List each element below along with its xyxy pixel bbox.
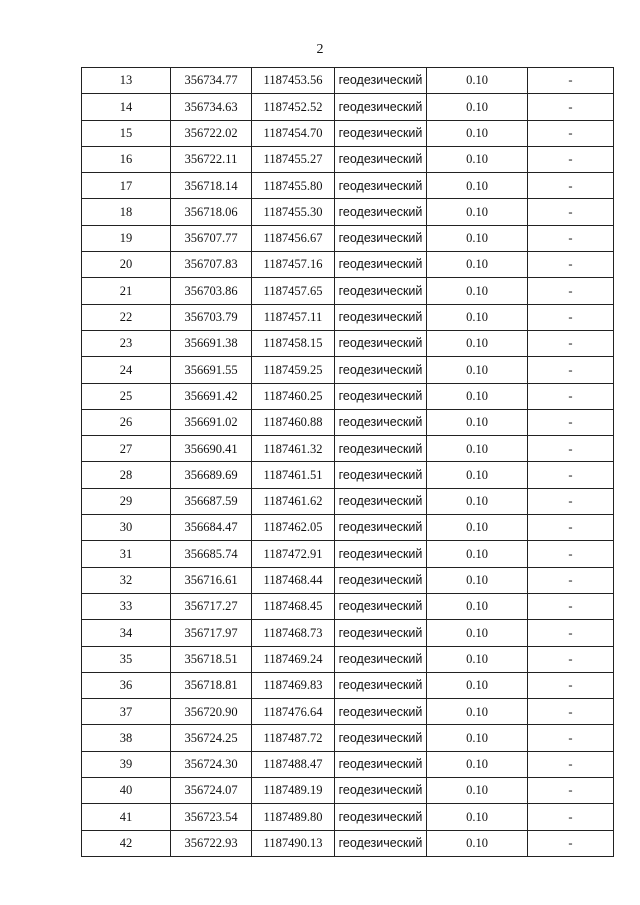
precision-cell: 0.10	[427, 383, 528, 409]
point-number-cell: 33	[82, 593, 171, 619]
y-coordinate-cell: 1187461.62	[252, 488, 335, 514]
y-coordinate-cell: 1187455.30	[252, 199, 335, 225]
point-number-cell: 14	[82, 94, 171, 120]
y-coordinate-cell: 1187460.88	[252, 409, 335, 435]
y-coordinate-cell: 1187468.73	[252, 620, 335, 646]
y-coordinate-cell: 1187457.11	[252, 304, 335, 330]
point-number-cell: 34	[82, 620, 171, 646]
point-number-cell: 20	[82, 252, 171, 278]
y-coordinate-cell: 1187455.27	[252, 146, 335, 172]
note-cell: -	[528, 541, 614, 567]
x-coordinate-cell: 356734.63	[171, 94, 252, 120]
point-number-cell: 27	[82, 436, 171, 462]
precision-cell: 0.10	[427, 173, 528, 199]
table-row	[82, 593, 614, 619]
y-coordinate-cell: 1187456.67	[252, 225, 335, 251]
table-row	[82, 68, 614, 94]
method-cell: геодезический	[335, 515, 427, 541]
point-number-cell: 17	[82, 173, 171, 199]
precision-cell: 0.10	[427, 699, 528, 725]
precision-cell: 0.10	[427, 778, 528, 804]
point-number-cell: 39	[82, 751, 171, 777]
method-cell: геодезический	[335, 199, 427, 225]
note-cell: -	[528, 357, 614, 383]
page-number: 2	[316, 42, 324, 57]
precision-cell: 0.10	[427, 357, 528, 383]
y-coordinate-cell: 1187490.13	[252, 830, 335, 856]
x-coordinate-cell: 356718.81	[171, 672, 252, 698]
note-cell: -	[528, 436, 614, 462]
x-coordinate-cell: 356724.25	[171, 725, 252, 751]
method-cell: геодезический	[335, 68, 427, 94]
table-row	[82, 830, 614, 856]
y-coordinate-cell: 1187468.45	[252, 593, 335, 619]
x-coordinate-cell: 356722.11	[171, 146, 252, 172]
x-coordinate-cell: 356685.74	[171, 541, 252, 567]
point-number-cell: 38	[82, 725, 171, 751]
y-coordinate-cell: 1187462.05	[252, 515, 335, 541]
point-number-cell: 32	[82, 567, 171, 593]
y-coordinate-cell: 1187460.25	[252, 383, 335, 409]
note-cell: -	[528, 68, 614, 94]
method-cell: геодезический	[335, 646, 427, 672]
table-row	[82, 804, 614, 830]
y-coordinate-cell: 1187453.56	[252, 68, 335, 94]
precision-cell: 0.10	[427, 462, 528, 488]
y-coordinate-cell: 1187461.32	[252, 436, 335, 462]
y-coordinate-cell: 1187472.91	[252, 541, 335, 567]
y-coordinate-cell: 1187489.19	[252, 778, 335, 804]
method-cell: геодезический	[335, 94, 427, 120]
method-cell: геодезический	[335, 778, 427, 804]
table-row	[82, 173, 614, 199]
point-number-cell: 28	[82, 462, 171, 488]
note-cell: -	[528, 330, 614, 356]
y-coordinate-cell: 1187476.64	[252, 699, 335, 725]
coordinates-table	[81, 67, 614, 857]
x-coordinate-cell: 356703.86	[171, 278, 252, 304]
precision-cell: 0.10	[427, 68, 528, 94]
point-number-cell: 24	[82, 357, 171, 383]
precision-cell: 0.10	[427, 304, 528, 330]
note-cell: -	[528, 120, 614, 146]
point-number-cell: 16	[82, 146, 171, 172]
method-cell: геодезический	[335, 436, 427, 462]
table-row	[82, 515, 614, 541]
point-number-cell: 36	[82, 672, 171, 698]
x-coordinate-cell: 356718.14	[171, 173, 252, 199]
table-row	[82, 330, 614, 356]
precision-cell: 0.10	[427, 252, 528, 278]
table-row	[82, 383, 614, 409]
x-coordinate-cell: 356703.79	[171, 304, 252, 330]
precision-cell: 0.10	[427, 409, 528, 435]
method-cell: геодезический	[335, 173, 427, 199]
y-coordinate-cell: 1187489.80	[252, 804, 335, 830]
note-cell: -	[528, 593, 614, 619]
table-row	[82, 252, 614, 278]
table-row	[82, 462, 614, 488]
table-row	[82, 146, 614, 172]
note-cell: -	[528, 620, 614, 646]
note-cell: -	[528, 409, 614, 435]
table-row	[82, 278, 614, 304]
precision-cell: 0.10	[427, 120, 528, 146]
x-coordinate-cell: 356691.42	[171, 383, 252, 409]
point-number-cell: 15	[82, 120, 171, 146]
point-number-cell: 42	[82, 830, 171, 856]
table-row	[82, 699, 614, 725]
point-number-cell: 35	[82, 646, 171, 672]
point-number-cell: 23	[82, 330, 171, 356]
note-cell: -	[528, 252, 614, 278]
precision-cell: 0.10	[427, 199, 528, 225]
x-coordinate-cell: 356690.41	[171, 436, 252, 462]
note-cell: -	[528, 646, 614, 672]
point-number-cell: 18	[82, 199, 171, 225]
method-cell: геодезический	[335, 804, 427, 830]
y-coordinate-cell: 1187457.16	[252, 252, 335, 278]
x-coordinate-cell: 356684.47	[171, 515, 252, 541]
precision-cell: 0.10	[427, 751, 528, 777]
note-cell: -	[528, 225, 614, 251]
point-number-cell: 37	[82, 699, 171, 725]
method-cell: геодезический	[335, 830, 427, 856]
method-cell: геодезический	[335, 409, 427, 435]
note-cell: -	[528, 672, 614, 698]
precision-cell: 0.10	[427, 567, 528, 593]
method-cell: геодезический	[335, 751, 427, 777]
method-cell: геодезический	[335, 330, 427, 356]
table-row	[82, 436, 614, 462]
y-coordinate-cell: 1187457.65	[252, 278, 335, 304]
method-cell: геодезический	[335, 593, 427, 619]
note-cell: -	[528, 515, 614, 541]
point-number-cell: 22	[82, 304, 171, 330]
x-coordinate-cell: 356689.69	[171, 462, 252, 488]
table-row	[82, 725, 614, 751]
x-coordinate-cell: 356718.06	[171, 199, 252, 225]
precision-cell: 0.10	[427, 436, 528, 462]
y-coordinate-cell: 1187469.83	[252, 672, 335, 698]
table-row	[82, 199, 614, 225]
table-row	[82, 541, 614, 567]
point-number-cell: 29	[82, 488, 171, 514]
precision-cell: 0.10	[427, 94, 528, 120]
precision-cell: 0.10	[427, 330, 528, 356]
x-coordinate-cell: 356716.61	[171, 567, 252, 593]
table-row	[82, 304, 614, 330]
table-row	[82, 357, 614, 383]
method-cell: геодезический	[335, 146, 427, 172]
x-coordinate-cell: 356691.55	[171, 357, 252, 383]
method-cell: геодезический	[335, 120, 427, 146]
table-row	[82, 567, 614, 593]
y-coordinate-cell: 1187459.25	[252, 357, 335, 383]
table-row	[82, 751, 614, 777]
y-coordinate-cell: 1187458.15	[252, 330, 335, 356]
note-cell: -	[528, 804, 614, 830]
point-number-cell: 21	[82, 278, 171, 304]
x-coordinate-cell: 356691.02	[171, 409, 252, 435]
table-row	[82, 120, 614, 146]
y-coordinate-cell: 1187469.24	[252, 646, 335, 672]
method-cell: геодезический	[335, 278, 427, 304]
y-coordinate-cell: 1187461.51	[252, 462, 335, 488]
y-coordinate-cell: 1187454.70	[252, 120, 335, 146]
method-cell: геодезический	[335, 462, 427, 488]
method-cell: геодезический	[335, 567, 427, 593]
note-cell: -	[528, 278, 614, 304]
precision-cell: 0.10	[427, 515, 528, 541]
note-cell: -	[528, 94, 614, 120]
method-cell: геодезический	[335, 672, 427, 698]
precision-cell: 0.10	[427, 672, 528, 698]
point-number-cell: 30	[82, 515, 171, 541]
y-coordinate-cell: 1187455.80	[252, 173, 335, 199]
point-number-cell: 25	[82, 383, 171, 409]
x-coordinate-cell: 356723.54	[171, 804, 252, 830]
precision-cell: 0.10	[427, 278, 528, 304]
method-cell: геодезический	[335, 383, 427, 409]
x-coordinate-cell: 356687.59	[171, 488, 252, 514]
note-cell: -	[528, 383, 614, 409]
method-cell: геодезический	[335, 488, 427, 514]
precision-cell: 0.10	[427, 541, 528, 567]
note-cell: -	[528, 725, 614, 751]
precision-cell: 0.10	[427, 225, 528, 251]
x-coordinate-cell: 356691.38	[171, 330, 252, 356]
note-cell: -	[528, 830, 614, 856]
precision-cell: 0.10	[427, 488, 528, 514]
x-coordinate-cell: 356707.83	[171, 252, 252, 278]
table-row	[82, 778, 614, 804]
point-number-cell: 19	[82, 225, 171, 251]
point-number-cell: 31	[82, 541, 171, 567]
method-cell: геодезический	[335, 304, 427, 330]
precision-cell: 0.10	[427, 146, 528, 172]
method-cell: геодезический	[335, 252, 427, 278]
method-cell: геодезический	[335, 699, 427, 725]
y-coordinate-cell: 1187452.52	[252, 94, 335, 120]
point-number-cell: 26	[82, 409, 171, 435]
x-coordinate-cell: 356717.27	[171, 593, 252, 619]
x-coordinate-cell: 356707.77	[171, 225, 252, 251]
method-cell: геодезический	[335, 541, 427, 567]
precision-cell: 0.10	[427, 830, 528, 856]
y-coordinate-cell: 1187468.44	[252, 567, 335, 593]
method-cell: геодезический	[335, 357, 427, 383]
x-coordinate-cell: 356734.77	[171, 68, 252, 94]
note-cell: -	[528, 699, 614, 725]
coordinates-table-body	[82, 68, 614, 857]
table-row	[82, 672, 614, 698]
note-cell: -	[528, 199, 614, 225]
note-cell: -	[528, 462, 614, 488]
table-row	[82, 620, 614, 646]
x-coordinate-cell: 356722.93	[171, 830, 252, 856]
y-coordinate-cell: 1187488.47	[252, 751, 335, 777]
point-number-cell: 40	[82, 778, 171, 804]
x-coordinate-cell: 356722.02	[171, 120, 252, 146]
note-cell: -	[528, 567, 614, 593]
note-cell: -	[528, 146, 614, 172]
precision-cell: 0.10	[427, 804, 528, 830]
x-coordinate-cell: 356720.90	[171, 699, 252, 725]
y-coordinate-cell: 1187487.72	[252, 725, 335, 751]
note-cell: -	[528, 304, 614, 330]
note-cell: -	[528, 488, 614, 514]
x-coordinate-cell: 356718.51	[171, 646, 252, 672]
table-row	[82, 94, 614, 120]
method-cell: геодезический	[335, 225, 427, 251]
point-number-cell: 13	[82, 68, 171, 94]
note-cell: -	[528, 173, 614, 199]
precision-cell: 0.10	[427, 646, 528, 672]
precision-cell: 0.10	[427, 593, 528, 619]
x-coordinate-cell: 356717.97	[171, 620, 252, 646]
precision-cell: 0.10	[427, 725, 528, 751]
table-row	[82, 646, 614, 672]
table-row	[82, 409, 614, 435]
precision-cell: 0.10	[427, 620, 528, 646]
table-row	[82, 225, 614, 251]
x-coordinate-cell: 356724.07	[171, 778, 252, 804]
note-cell: -	[528, 778, 614, 804]
method-cell: геодезический	[335, 620, 427, 646]
method-cell: геодезический	[335, 725, 427, 751]
note-cell: -	[528, 751, 614, 777]
point-number-cell: 41	[82, 804, 171, 830]
x-coordinate-cell: 356724.30	[171, 751, 252, 777]
table-row	[82, 488, 614, 514]
